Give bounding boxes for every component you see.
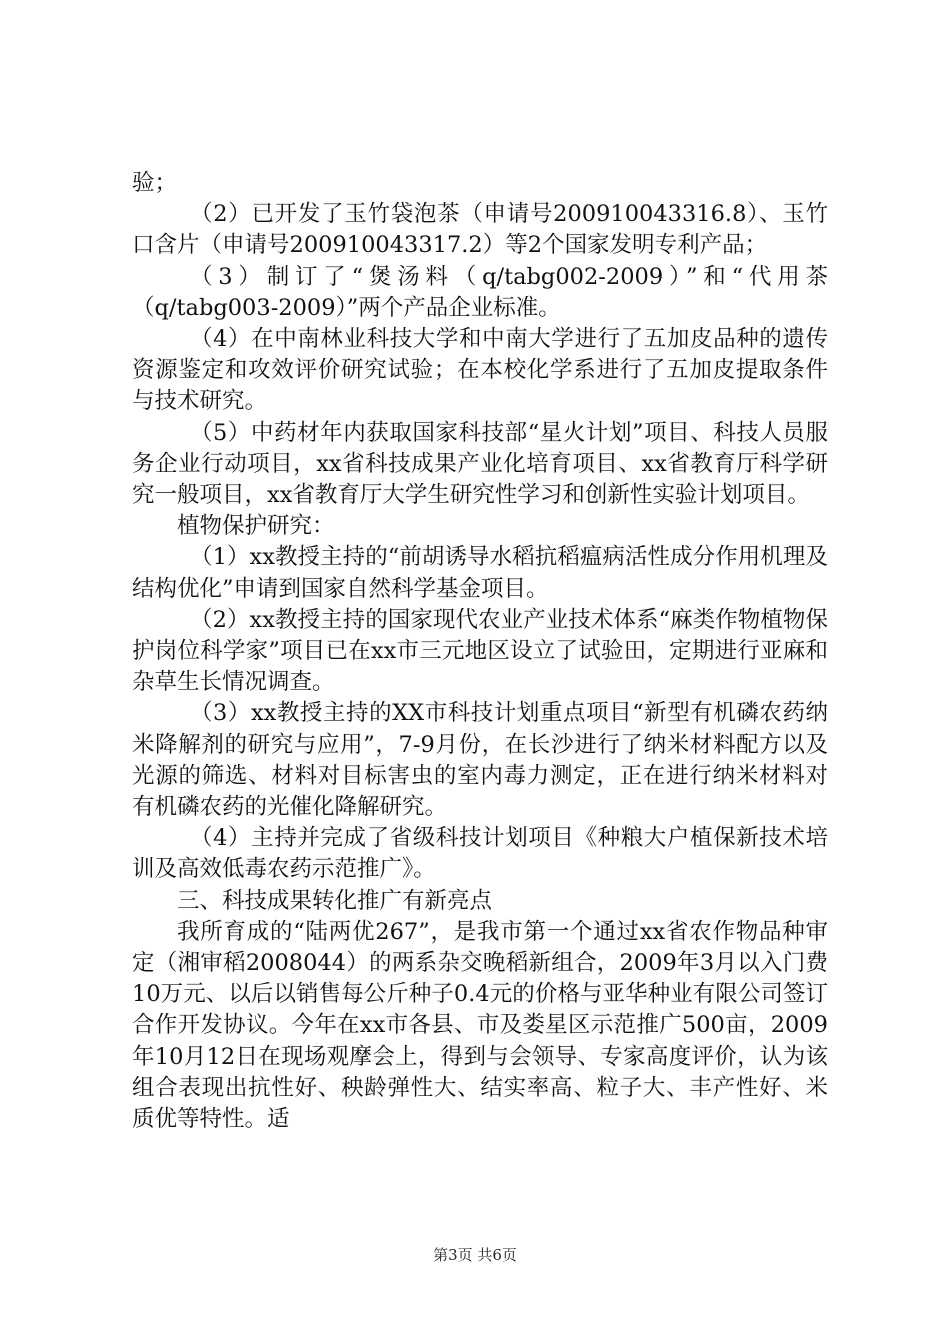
paragraph-training: （4）主持并完成了省级科技计划项目《种粮大户植保新技术培训及高效低毒农药示范推广》。 bbox=[132, 825, 828, 883]
page-footer: 第3页 共6页 bbox=[433, 1246, 517, 1264]
paragraph-rice-variety: 我所育成的“陆两优267”，是我市第一个通过xx省农作物品种审定（湘审稻2008044）的两系杂交晚稻新组合，2009年3月以入门费10万元、以后以销售每公斤种子0.4元的价格与亚华种业有限公司签订合作开发协议。今年在xx市各县、市及娄星区示范推广500亩，2009年10月12日在现场观摩会上，得到与会领导、专家高度评价，认为该组合表现出抗性好、秧龄弹性大、结实率高、粒子大、丰产性好、米质优等特性。适 bbox=[132, 918, 828, 1133]
section-heading-plant-protection: 植物保护研究： bbox=[177, 513, 335, 540]
paragraph-patents: （2）已开发了玉竹袋泡茶（申请号200910043316.8）、玉竹口含片（申请号200910043317.2）等2个国家发明专利产品； bbox=[132, 201, 828, 259]
paragraph-continuation: 验； bbox=[132, 170, 178, 196]
paragraph-hemp-crops: （2）xx教授主持的国家现代农业产业技术体系“麻类作物植物保护岗位科学家”项目已在xx市三元地区设立了试验田，定期进行亚麻和杂草生长情况调查。 bbox=[132, 606, 828, 696]
paragraph-wujiapi-research: （4）在中南林业科技大学和中南大学进行了五加皮品种的遗传资源鉴定和攻效评价研究试验；在本校化学系进行了五加皮提取条件与技术研究。 bbox=[132, 326, 828, 415]
paragraph-nano-degradation: （3）xx教授主持的XX市科技计划重点项目“新型有机磷农药纳米降解剂的研究与应用”，7-9月份，在长沙进行了纳米材料配方以及光源的筛选、材料对目标害虫的室内毒力测定，正在进行纳米材料对有机磷农药的光催化降解研究。 bbox=[132, 700, 828, 821]
paragraph-rice-blast: （1）xx教授主持的“前胡诱导水稻抗稻瘟病活性成分作用机理及结构优化”申请到国家自然科学基金项目。 bbox=[132, 544, 828, 602]
section-heading-achievements: 三、科技成果转化推广有新亮点 bbox=[177, 887, 493, 914]
paragraph-projects: （5）中药材年内获取国家科技部“星火计划”项目、科技人员服务企业行动项目，xx省科技成果产业化培育项目、xx省教育厅科学研究一般项目，xx省教育厅大学生研究性学习和创新性实验计划项目。 bbox=[132, 419, 828, 509]
paragraph-standards: （3）制订了“煲汤料（q/tabg002-2009）”和“代用茶（q/tabg003-2009）”两个产品企业标准。 bbox=[132, 263, 828, 321]
document-body bbox=[132, 168, 828, 1135]
